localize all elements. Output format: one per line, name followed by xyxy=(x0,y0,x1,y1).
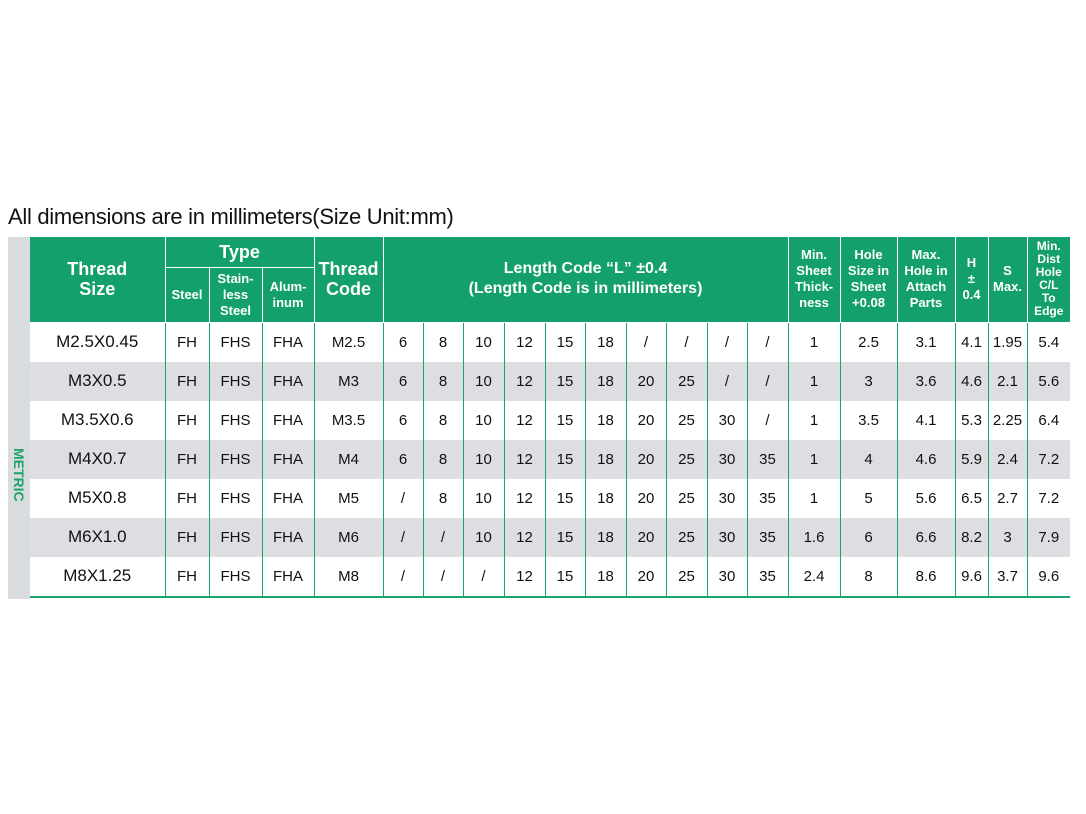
cell: 1 xyxy=(788,401,840,440)
cell: FHA xyxy=(262,518,314,557)
cell: 10 xyxy=(463,362,504,401)
cell: / xyxy=(423,557,463,597)
cell: 6 xyxy=(383,401,423,440)
header-s: S Max. xyxy=(988,237,1027,322)
metric-label: METRIC xyxy=(11,448,27,502)
cell: 3.6 xyxy=(897,362,955,401)
cell: FHA xyxy=(262,440,314,479)
table-row xyxy=(30,322,1070,362)
cell: M4X0.7 xyxy=(30,440,165,479)
cell: 15 xyxy=(545,322,585,362)
cell: 35 xyxy=(747,557,788,597)
cell: 15 xyxy=(545,401,585,440)
cell: 25 xyxy=(666,401,707,440)
cell: / xyxy=(383,479,423,518)
cell: 1 xyxy=(788,479,840,518)
cell: 7.2 xyxy=(1027,440,1070,479)
cell: 2.4 xyxy=(988,440,1027,479)
table-row xyxy=(30,557,1070,597)
cell: FHS xyxy=(209,362,262,401)
cell: FH xyxy=(165,518,209,557)
cell: 15 xyxy=(545,557,585,597)
cell: 3.1 xyxy=(897,322,955,362)
cell: 15 xyxy=(545,518,585,557)
cell: M5 xyxy=(314,479,383,518)
cell: 20 xyxy=(626,440,666,479)
cell: 25 xyxy=(666,479,707,518)
cell: 15 xyxy=(545,440,585,479)
cell: 18 xyxy=(585,401,626,440)
cell: 12 xyxy=(504,401,545,440)
cell: M8 xyxy=(314,557,383,597)
cell: 18 xyxy=(585,322,626,362)
cell: 35 xyxy=(747,479,788,518)
cell: 20 xyxy=(626,401,666,440)
cell: 12 xyxy=(504,440,545,479)
cell: FH xyxy=(165,479,209,518)
cell: 8 xyxy=(423,479,463,518)
cell: 9.6 xyxy=(1027,557,1070,597)
cell: / xyxy=(666,322,707,362)
cell: FHS xyxy=(209,401,262,440)
cell: FHA xyxy=(262,322,314,362)
cell: / xyxy=(626,322,666,362)
header-aluminum: Alum- inum xyxy=(262,267,314,322)
cell: 1 xyxy=(788,440,840,479)
cell: 30 xyxy=(707,557,747,597)
cell: 12 xyxy=(504,518,545,557)
cell: M4 xyxy=(314,440,383,479)
cell: M5X0.8 xyxy=(67,488,127,507)
cell: 20 xyxy=(626,518,666,557)
cell: 5.9 xyxy=(955,440,988,479)
header-h: H ± 0.4 xyxy=(955,237,988,322)
cell: 5.6 xyxy=(1027,362,1070,401)
table-caption: All dimensions are in millimeters(Size Unit:mm) xyxy=(8,204,454,229)
cell: 25 xyxy=(666,557,707,597)
cell: 8 xyxy=(423,440,463,479)
cell: 10 xyxy=(463,322,504,362)
cell: FHS xyxy=(209,479,262,518)
cell: 1 xyxy=(788,322,840,362)
cell: 10 xyxy=(463,518,504,557)
header-thread-size: Thread Size xyxy=(30,237,165,322)
cell: 12 xyxy=(504,322,545,362)
cell: 30 xyxy=(707,401,747,440)
cell: 35 xyxy=(747,518,788,557)
header-length-code: Length Code “L” ±0.4 (Length Code is in millimeters) xyxy=(383,237,788,322)
cell: 30 xyxy=(707,518,747,557)
cell: / xyxy=(747,401,788,440)
cell: FH xyxy=(165,322,209,362)
cell: 15 xyxy=(545,479,585,518)
cell: 2.5 xyxy=(840,322,897,362)
cell: 1 xyxy=(788,362,840,401)
cell: 4.1 xyxy=(897,401,955,440)
cell: 8 xyxy=(423,362,463,401)
cell: 2.7 xyxy=(988,479,1027,518)
cell: 8.6 xyxy=(897,557,955,597)
cell: 2.4 xyxy=(788,557,840,597)
cell: 12 xyxy=(504,557,545,597)
cell: 12 xyxy=(504,362,545,401)
cell: 18 xyxy=(585,518,626,557)
cell: 5.4 xyxy=(1027,322,1070,362)
cell: 4 xyxy=(840,440,897,479)
header-steel: Steel xyxy=(165,267,209,322)
cell: / xyxy=(747,322,788,362)
cell: 6.4 xyxy=(1027,401,1070,440)
spec-table xyxy=(30,237,1070,598)
cell: FHS xyxy=(209,518,262,557)
cell: 8 xyxy=(423,401,463,440)
cell: / xyxy=(707,362,747,401)
cell: 8 xyxy=(423,322,463,362)
cell: 18 xyxy=(585,557,626,597)
cell: FHS xyxy=(209,322,262,362)
header-type: Type xyxy=(165,237,314,267)
cell: 6.6 xyxy=(897,518,955,557)
cell: 2.25 xyxy=(988,401,1027,440)
table-row xyxy=(30,440,1070,479)
cell: FHA xyxy=(262,401,314,440)
cell: 30 xyxy=(707,479,747,518)
cell: 4.1 xyxy=(955,322,988,362)
cell: 35 xyxy=(747,440,788,479)
cell: 6 xyxy=(840,518,897,557)
cell: M2.5X0.45 xyxy=(56,332,139,351)
cell: 20 xyxy=(626,557,666,597)
cell: 12 xyxy=(504,479,545,518)
cell: 2.1 xyxy=(988,362,1027,401)
cell: FH xyxy=(165,557,209,597)
cell: FH xyxy=(165,440,209,479)
cell: 18 xyxy=(585,362,626,401)
table-row xyxy=(30,401,1070,440)
cell: FHS xyxy=(209,440,262,479)
cell: FHS xyxy=(209,557,262,597)
cell: 7.2 xyxy=(1027,479,1070,518)
cell: 1.6 xyxy=(788,518,840,557)
cell: FHA xyxy=(262,557,314,597)
cell: FH xyxy=(165,362,209,401)
cell: 1.95 xyxy=(988,322,1027,362)
cell: FH xyxy=(165,401,209,440)
cell: 10 xyxy=(463,401,504,440)
cell: 3.7 xyxy=(988,557,1027,597)
header-hole-size: Hole Size in Sheet +0.08 xyxy=(840,237,897,322)
cell: 18 xyxy=(585,479,626,518)
cell: 6 xyxy=(383,362,423,401)
cell: / xyxy=(747,362,788,401)
cell: FHA xyxy=(262,479,314,518)
side-band xyxy=(8,237,30,599)
table-row xyxy=(30,362,1070,401)
cell: 7.9 xyxy=(1027,518,1070,557)
cell: M3.5X0.6 xyxy=(60,410,134,429)
cell: 20 xyxy=(626,362,666,401)
cell: / xyxy=(707,322,747,362)
cell: 3 xyxy=(840,362,897,401)
cell: 15 xyxy=(545,362,585,401)
cell: 4.6 xyxy=(955,362,988,401)
header-thread-code: Thread Code xyxy=(314,237,383,322)
cell: / xyxy=(383,557,423,597)
cell: 6 xyxy=(383,322,423,362)
cell: 6 xyxy=(383,440,423,479)
cell: 25 xyxy=(666,440,707,479)
cell: M3.5 xyxy=(314,401,383,440)
cell: M3X0.5 xyxy=(30,362,165,401)
cell: 10 xyxy=(463,440,504,479)
cell: M3 xyxy=(314,362,383,401)
cell: M6X1.0 xyxy=(30,518,165,557)
cell: / xyxy=(463,557,504,597)
table-row xyxy=(30,518,1070,557)
cell: 5.3 xyxy=(955,401,988,440)
cell: 10 xyxy=(463,479,504,518)
cell: 25 xyxy=(666,518,707,557)
cell: 9.6 xyxy=(955,557,988,597)
cell: 6.5 xyxy=(955,479,988,518)
cell: / xyxy=(423,518,463,557)
cell: 5.6 xyxy=(897,479,955,518)
cell: 30 xyxy=(707,440,747,479)
cell: / xyxy=(383,518,423,557)
cell: M6 xyxy=(314,518,383,557)
cell: FHA xyxy=(262,362,314,401)
cell: 3 xyxy=(988,518,1027,557)
cell: 3.5 xyxy=(840,401,897,440)
header-min-dist: Min. Dist Hole C/L To Edge xyxy=(1027,237,1070,322)
cell: 20 xyxy=(626,479,666,518)
header-stainless: Stain- less Steel xyxy=(209,267,262,322)
spec-table-wrapper xyxy=(30,237,1070,598)
cell: 5 xyxy=(840,479,897,518)
cell: 25 xyxy=(666,362,707,401)
table-row xyxy=(30,479,1070,518)
cell: 18 xyxy=(585,440,626,479)
header-max-hole: Max. Hole in Attach Parts xyxy=(897,237,955,322)
cell: 8.2 xyxy=(955,518,988,557)
cell: M2.5 xyxy=(314,322,383,362)
cell: M8X1.25 xyxy=(30,557,165,597)
cell: 4.6 xyxy=(897,440,955,479)
cell: 8 xyxy=(840,557,897,597)
header-min-sheet-thickness: Min. Sheet Thick- ness xyxy=(788,237,840,322)
